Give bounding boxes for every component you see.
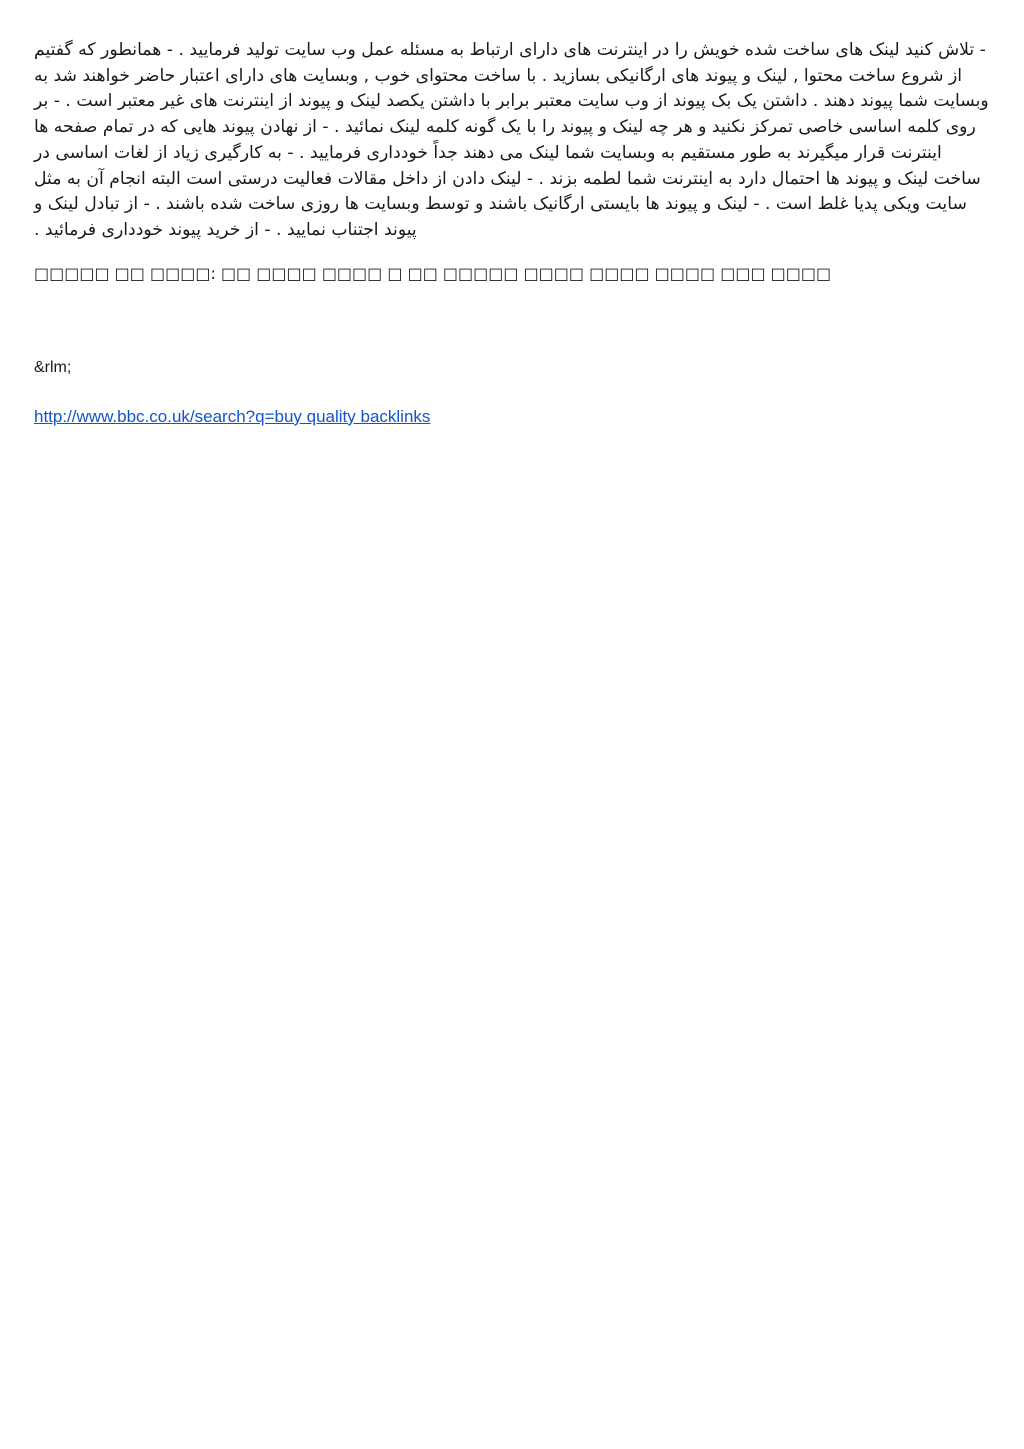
document-page bbox=[34, 38, 990, 428]
garbled-text-line: □□□□□ □□ □□□□: □□ □□□□ □□□□ □ □□ □□□□□ □□□□ □□□□ □□□□ □□□ □□□□ bbox=[34, 263, 832, 283]
search-link[interactable]: http://www.bbc.co.uk/search?q=buy quality backlinks bbox=[34, 406, 431, 426]
rlm-entity-text: &rlm; bbox=[34, 358, 72, 376]
body-paragraph: - تلاش کنید لینک های ساخت شده خویش را در اینترنت های دارای ارتباط به مسئله عمل وب سایت تولید فرمایید . - همانطور که گفتیم از شروع ساخت محتوا , لینک و پیوند های ارگانیکی بسازید . با ساخت محتوای خوب , وبسایت های دارای اعتبار حاضر خواهند شد به وبسایت شما پیوند دهند . داشتن یک بک پیوند از وب سایت معتبر برابر با داشتن یکصد لینک و پیوند از اینترنت های غیر معتبر است . - بر روی کلمه اساسی خاصی تمرکز نکنید و هر چه لینک و پیوند را با یک گونه کلمه لینک نمائید . - از نهادن پیوند هایی که در تمام صفحه ها اینترنت قرار میگیرند به طور مستقیم به وبسایت شما لینک می دهند جداً خودداری فرمایید . - به کارگیری زیاد از لغات اساسی در ساخت لینک و پیوند ها احتمال دارد به اینترنت شما لطمه بزند . - لینک دادن از داخل مقالات فعالیت درستی است البته انجام آن به مثل سایت ویکی پدیا غلط است . - لینک و پیوند ها بایستی ارگانیک باشند و توسط وبسایت ها روزی ساخت شده باشند . - از تبادل لینک و پیوند اجتناب نمایید . - از خرید پیوند خودداری فرمائید . bbox=[34, 40, 989, 240]
